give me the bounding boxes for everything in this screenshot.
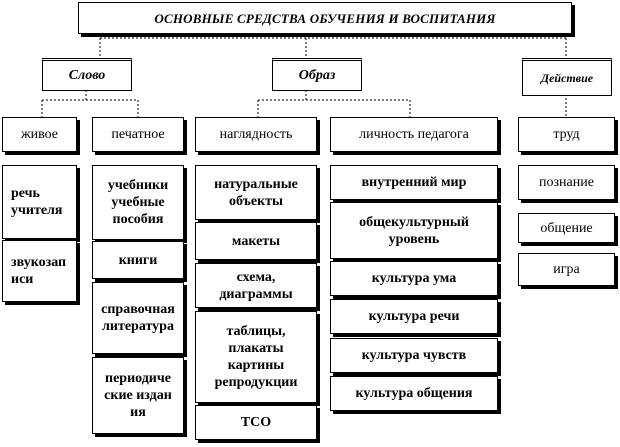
node-kultura-chuvstv-label: культура чувств <box>361 348 467 363</box>
category-deystvie <box>522 58 612 96</box>
node-pechatnoe-label: печатное <box>111 127 165 142</box>
node-lichnost <box>330 117 498 152</box>
node-uchebniki-label: учебники учебные пособия <box>107 178 169 227</box>
node-obshchekulturny <box>330 202 498 259</box>
node-tablitsy-label: таблицы, плакаты картины репродукции <box>214 324 298 390</box>
node-igra-label: игра <box>553 262 580 277</box>
node-skhema <box>195 263 317 308</box>
category-slovo-label: Слово <box>68 68 106 83</box>
node-igra <box>518 253 615 286</box>
node-vnutrenniy-mir <box>330 165 498 200</box>
node-kultura-chuvstv <box>330 338 498 373</box>
diagram-title <box>78 2 572 34</box>
node-zvukozapisi-label: звукозаписи <box>11 255 67 287</box>
node-knigi-label: книги <box>118 252 158 268</box>
node-spravochnaya <box>92 282 184 354</box>
node-poznanie-label: познание <box>539 175 594 190</box>
node-spravochnaya-label: справочная литература <box>101 302 175 334</box>
node-obshchenie <box>518 213 615 243</box>
node-periodicheskie-label: периодические издания <box>104 371 172 420</box>
node-obshchekulturny-label: общекультурный уровень <box>359 214 469 247</box>
node-trud <box>518 117 615 152</box>
node-pechatnoe <box>92 117 184 152</box>
node-rech-uchitelya-label: речь учителя <box>11 186 63 218</box>
node-naturalnye <box>195 165 317 220</box>
node-rech-uchitelya <box>2 165 77 239</box>
node-knigi <box>92 241 184 279</box>
node-kultura-rechi-label: культура речи <box>368 309 460 324</box>
category-obraz <box>272 58 362 91</box>
node-zhivoe <box>2 117 77 152</box>
node-skhema-label: схема, диаграммы <box>219 269 293 302</box>
node-makety <box>195 222 317 260</box>
category-deystvie-label: Действие <box>540 70 594 85</box>
node-kultura-obshcheniya-label: культура общения <box>355 386 473 401</box>
node-tso-label: ТСО <box>240 415 272 430</box>
node-trud-label: труд <box>553 127 580 142</box>
node-obshchenie-label: общение <box>540 220 593 236</box>
diagram-title-text: ОСНОВНЫЕ СРЕДСТВА ОБУЧЕНИЯ И ВОСПИТАНИЯ <box>154 10 496 26</box>
node-zvukozapisi <box>2 240 77 302</box>
node-zhivoe-label: живое <box>20 127 59 142</box>
category-obraz-label: Образ <box>298 68 336 83</box>
category-slovo <box>42 58 132 91</box>
node-naturalnye-label: натуральные объекты <box>214 176 298 209</box>
node-kultura-uma <box>330 261 498 296</box>
node-vnutrenniy-mir-label: внутренний мир <box>361 175 467 190</box>
node-lichnost-label: личность педагога <box>359 127 469 142</box>
node-naglyadnost <box>195 117 317 152</box>
node-naglyadnost-label: наглядность <box>219 127 293 142</box>
node-tso <box>195 405 317 440</box>
node-makety-label: макеты <box>231 233 281 249</box>
node-kultura-rechi <box>330 299 498 334</box>
node-kultura-uma-label: культура ума <box>371 271 457 286</box>
node-poznanie <box>518 165 615 200</box>
node-uchebniki <box>92 165 184 240</box>
node-kultura-obshcheniya <box>330 376 498 411</box>
node-tablitsy <box>195 311 317 403</box>
node-periodicheskie <box>92 357 184 434</box>
